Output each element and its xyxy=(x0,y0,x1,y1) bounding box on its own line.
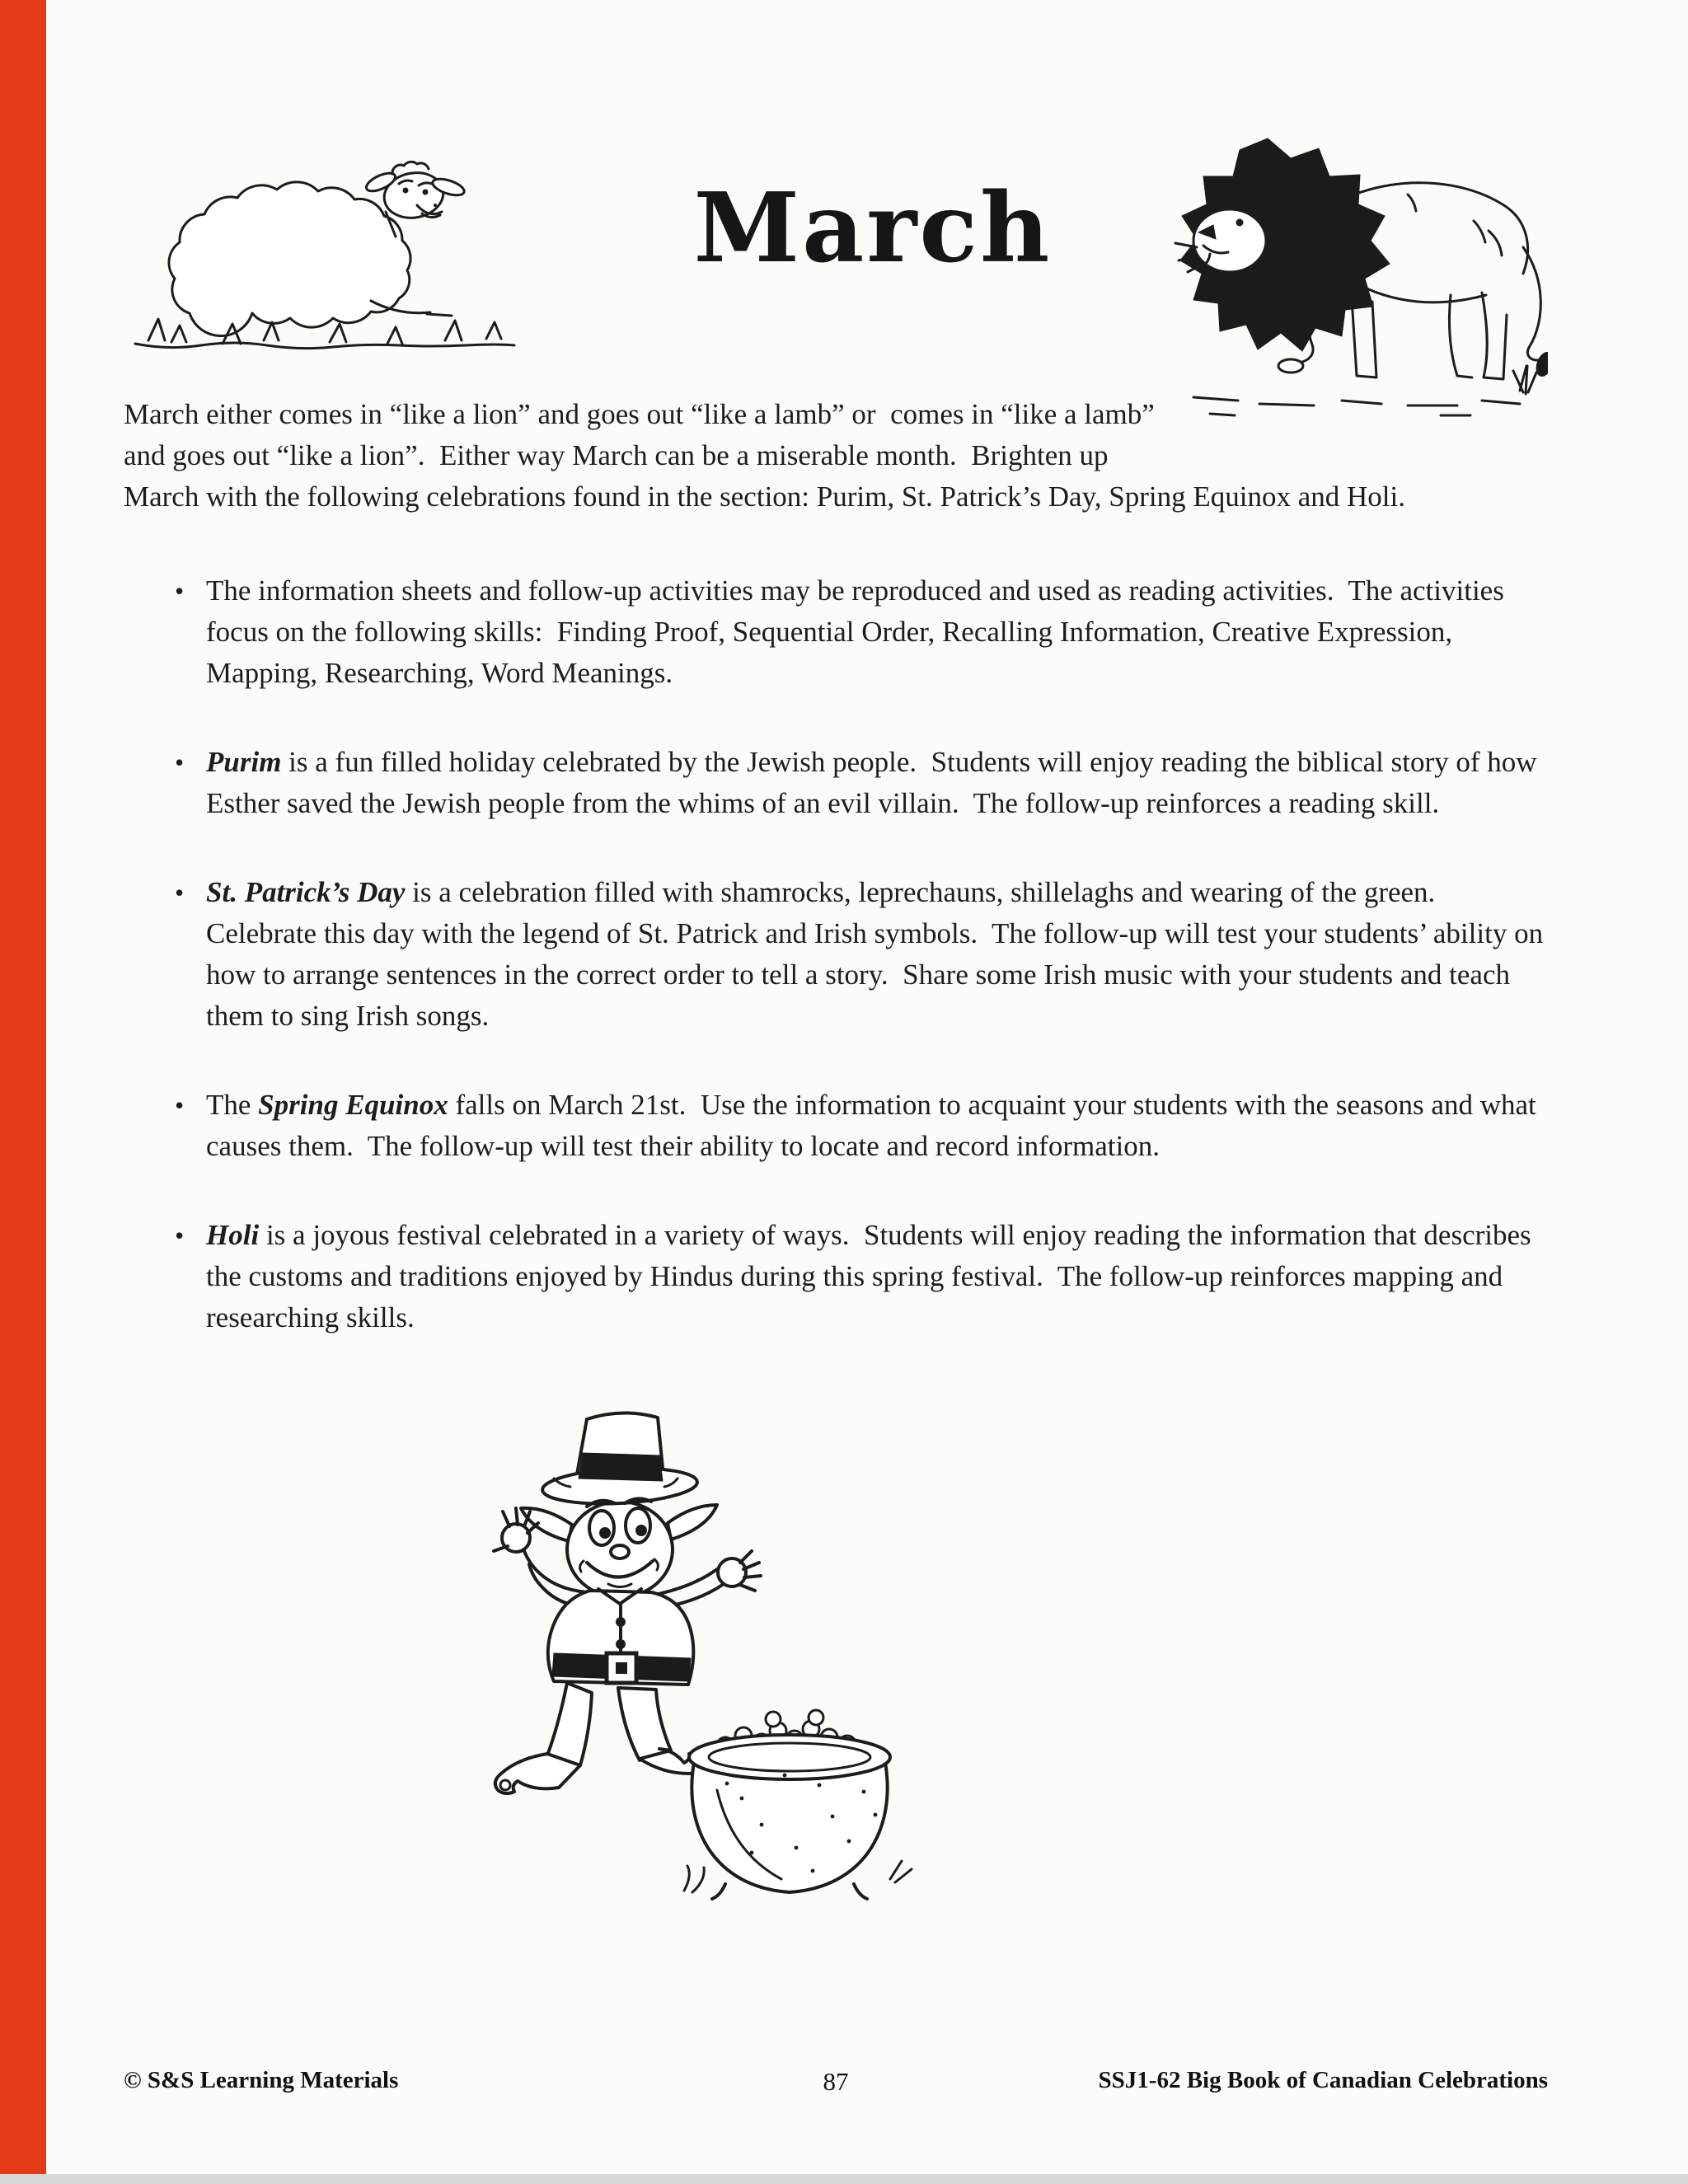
lamb-body xyxy=(169,182,410,336)
page-header xyxy=(124,115,1160,371)
footer-book-title: SSJ1-62 Big Book of Canadian Celebrations xyxy=(1098,2067,1548,2093)
leprechaun-shoe-left xyxy=(495,1754,580,1793)
lion-face xyxy=(1193,209,1266,272)
page-title: March xyxy=(693,172,1053,284)
pot-body xyxy=(692,1762,887,1892)
bullet-item: • St. Patrick’s Day is a celebration filled with shamrocks, leprechauns, shillelaghs and wearing of the green. Celebrate this day with the legend of St. Patrick and Irish symbols. The follow-up will test your students’ ability on how to arrange sentences in the correct order to tell a story. Share some Irish music with your students and teach them to sing Irish songs. xyxy=(165,872,1548,1037)
footer-page-number: 87 xyxy=(823,2067,849,2096)
leprechaun-illustration xyxy=(371,1386,915,1914)
intro-paragraph: March either comes in “like a lion” and goes out “like a lamb” or comes in “like a lamb” and goes out “like a lion”. Either way March can be a miserable month. Brighten up March with the following celebrations found in the section: Purim, St. Patrick’s Day, Spring Equinox and Holi. xyxy=(124,398,1406,513)
lion-illustration xyxy=(1160,115,1548,453)
lamb-drawing-svg xyxy=(124,120,585,367)
scan-edge-artifact xyxy=(0,2174,1688,2184)
lamb-illustration xyxy=(124,120,585,367)
bullet-item: • The information sheets and follow-up activities may be reproduced and used as reading activities. The activities focus on the following skills: Finding Proof, Sequential Order, Recalling Information, Creative Expression, Mapping, Researching, Word Meanings. xyxy=(165,570,1548,694)
bullet-item: • The Spring Equinox falls on March 21st. Use the information to acquaint your students with the seasons and what causes them. The follow-up will test their ability to locate and record information. xyxy=(165,1085,1548,1167)
footer-copyright: © S&S Learning Materials xyxy=(124,2067,399,2093)
lion-drawing-svg xyxy=(1160,115,1548,453)
bullet-item: • Holi is a joyous festival celebrated in a variety of ways. Students will enjoy reading the information that describes the customs and traditions enjoyed by Hindus during this spring festival. The follow-up reinforces mapping and researching skills. xyxy=(165,1215,1548,1338)
page-content xyxy=(124,115,1548,1914)
left-margin-stripe xyxy=(0,0,46,2184)
bullet-item: • Purim is a fun filled holiday celebrated by the Jewish people. Students will enjoy reading the biblical story of how Esther saved the Jewish people from the whims of an evil villain. The follow-up reinforces a reading skill. xyxy=(165,742,1548,824)
bullet-list xyxy=(124,570,1548,1338)
leprechaun-drawing-svg xyxy=(371,1386,915,1914)
pot-of-gold xyxy=(684,1710,912,1899)
